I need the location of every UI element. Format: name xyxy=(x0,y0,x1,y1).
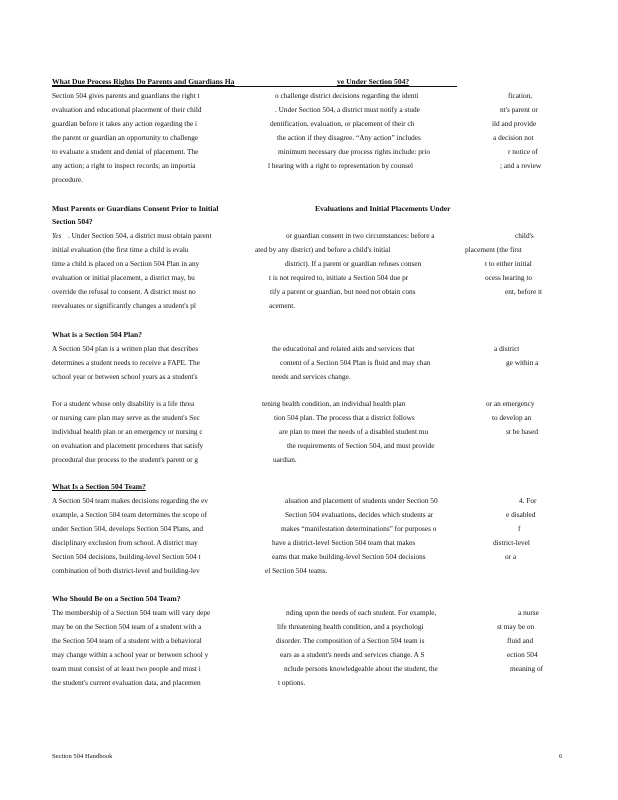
section-heading: What Is a Section 504 Team? xyxy=(52,482,146,491)
text-fragment: example, a Section 504 team determines the scope of xyxy=(52,510,208,519)
text-fragment: st be based xyxy=(506,427,539,436)
text-fragment: Yes xyxy=(52,231,62,240)
text-fragment: makes “manifestation determinations” for purposes o xyxy=(281,524,437,533)
text-fragment: or an emergency xyxy=(486,399,535,408)
text-fragment: minimum necessary due process rights include: prio xyxy=(278,147,430,156)
text-fragment: procedure. xyxy=(52,175,83,184)
text-fragment: override the refusal to consent. A district must no xyxy=(52,287,196,296)
text-fragment: may be on the Section 504 team of a student with a xyxy=(52,622,202,631)
text-fragment: the student's current evaluation data, and placemen xyxy=(52,678,201,687)
heading-underline xyxy=(52,86,457,87)
text-fragment: tion 504 plan. The process that a district follows xyxy=(274,413,415,422)
text-fragment: procedural due process to the student's parent or g xyxy=(52,455,198,464)
text-fragment: school year or between school years as a student's xyxy=(52,372,198,381)
text-fragment: the parent or guardian an opportunity to challenge xyxy=(52,133,199,142)
text-fragment: f xyxy=(518,524,521,533)
text-fragment: tify a parent or guardian, but need not obtain cons xyxy=(270,287,416,296)
text-fragment: meaning of xyxy=(510,664,544,673)
text-fragment: ge within a xyxy=(506,358,539,367)
text-fragment: e disabled xyxy=(506,510,536,519)
text-fragment: t options. xyxy=(278,678,306,687)
section-heading: Evaluations and Initial Placements Under xyxy=(315,204,451,213)
text-fragment: to develop an xyxy=(492,413,532,422)
text-fragment: any action; a right to inspect records; an importia xyxy=(52,161,196,170)
text-fragment: ection 504 xyxy=(507,650,538,659)
text-fragment: reevaluates or significantly changes a student's pl xyxy=(52,301,196,310)
text-fragment: A Section 504 team makes decisions regarding the ev xyxy=(52,496,209,505)
text-fragment: have a district-level Section 504 team that makes xyxy=(272,538,416,547)
text-fragment: are plan to meet the needs of a disabled student mu xyxy=(279,427,429,436)
text-fragment: disciplinary exclusion from school. A district may xyxy=(52,538,198,547)
section-heading: Who Should Be on a Section 504 Team? xyxy=(52,594,181,603)
text-fragment: initial evaluation (the first time a child is evalu xyxy=(52,245,189,254)
text-fragment: time a child is placed on a Section 504 Plan in any xyxy=(52,259,200,268)
text-fragment: a nurse xyxy=(518,608,539,617)
footer-page-number: 6 xyxy=(559,753,563,760)
text-fragment: or nursing care plan may serve as the student's Sec xyxy=(52,413,200,422)
text-fragment: the action if they disagree. “Any action” includes xyxy=(277,133,421,142)
text-fragment: aluation and placement of students under Section 50 xyxy=(285,496,438,505)
text-fragment: to evaluate a student and denial of placement. The xyxy=(52,147,199,156)
text-fragment: the educational and related aids and services that xyxy=(272,344,415,353)
text-fragment: individual health plan or an emergency or nursing c xyxy=(52,427,203,436)
text-fragment: may change within a school year or between school y xyxy=(52,650,209,659)
text-fragment: Section 504 gives parents and guardians the right t xyxy=(52,91,200,100)
text-fragment: nclude persons knowledgeable about the student, the xyxy=(284,664,438,673)
text-fragment: fication, xyxy=(508,91,533,100)
text-fragment: o challenge district decisions regarding the identi xyxy=(275,91,419,100)
text-fragment: A Section 504 plan is a written plan that describes xyxy=(52,344,199,353)
text-fragment: el Section 504 teams. xyxy=(265,566,328,575)
text-fragment: determines a student needs to receive a FAPE. The xyxy=(52,358,200,367)
text-fragment: . Under Section 504, a district must obtain parent xyxy=(68,231,212,240)
text-fragment: the requirements of Section 504, and must provide xyxy=(287,441,435,450)
text-fragment: ent, before it xyxy=(505,287,543,296)
text-fragment: nding upon the needs of each student. For example, xyxy=(286,608,437,617)
text-fragment: life threatening health condition, and a psychologi xyxy=(277,622,424,631)
section-heading: What Due Process Rights Do Parents and Guardians Ha xyxy=(52,77,235,86)
text-fragment: under Section 504, develops Section 504 Plans, and xyxy=(52,524,203,533)
text-fragment: ated by any district) and before a child's initial xyxy=(255,245,391,254)
text-fragment: l hearing with a right to representation by counsel xyxy=(268,161,414,170)
section-heading: What is a Section 504 Plan? xyxy=(52,330,143,339)
text-fragment: For a student whose only disability is a life threa xyxy=(52,399,195,408)
text-fragment: eams that make building-level Section 504 decisions xyxy=(272,552,426,561)
text-fragment: . Under Section 504, a district must notify a stude xyxy=(275,105,420,114)
text-fragment: or guardian consent in two circumstances: before a xyxy=(286,231,435,240)
text-fragment: or a xyxy=(505,552,517,561)
text-fragment: a district xyxy=(494,344,520,353)
text-fragment: t to either initial xyxy=(485,259,532,268)
text-fragment: placement (the first xyxy=(465,245,522,254)
text-fragment: content of a Section 504 Plan is fluid and may chan xyxy=(280,358,431,367)
text-fragment: district-level xyxy=(493,538,530,547)
section-heading: Section 504? xyxy=(52,217,93,226)
text-fragment: guardian before it takes any action regarding the i xyxy=(52,119,198,128)
text-fragment: fluid and xyxy=(507,636,534,645)
text-fragment: nt's parent or xyxy=(500,105,538,114)
text-fragment: r notice of xyxy=(508,147,538,156)
text-fragment: The membership of a Section 504 team will vary depe xyxy=(52,608,211,617)
text-fragment: needs and services change. xyxy=(272,372,351,381)
text-fragment: Section 504 decisions, building-level Section 504 t xyxy=(52,552,201,561)
text-fragment: team must consist of at least two people and must i xyxy=(52,664,201,673)
text-fragment: st may be on xyxy=(497,622,535,631)
text-fragment: t is not required to, initiate a Section 504 due pr xyxy=(269,273,409,282)
text-fragment: ocess hearing to xyxy=(485,273,533,282)
section-heading: Must Parents or Guardians Consent Prior to Initial xyxy=(52,204,219,213)
text-fragment: a decision not xyxy=(493,133,534,142)
text-fragment: dentification, evaluation, or placement of their ch xyxy=(270,119,415,128)
text-fragment: Section 504 evaluations, decides which students ar xyxy=(285,510,434,519)
text-fragment: tening health condition, an individual health plan xyxy=(262,399,406,408)
text-fragment: ears as a student's needs and services change. A S xyxy=(280,650,425,659)
text-fragment: on evaluation and placement procedures that satisfy xyxy=(52,441,204,450)
text-fragment: child's xyxy=(515,231,534,240)
text-fragment: ; and a review xyxy=(500,161,542,170)
text-fragment: uardian. xyxy=(273,455,297,464)
text-fragment: combination of both district-level and building-lev xyxy=(52,566,200,575)
section-heading: ve Under Section 504? xyxy=(337,77,410,86)
text-fragment: disorder. The composition of a Section 504 team is xyxy=(276,636,425,645)
text-fragment: district). If a parent or guardian refuses consen xyxy=(285,259,422,268)
text-fragment: acement. xyxy=(269,301,296,310)
text-fragment: evaluation or initial placement, a district may, bu xyxy=(52,273,195,282)
text-fragment: ild and provide xyxy=(492,119,537,128)
footer-title: Section 504 Handbook xyxy=(52,753,113,760)
text-fragment: evaluation and educational placement of their child xyxy=(52,105,202,114)
text-fragment: the Section 504 team of a student with a behavioral xyxy=(52,636,202,645)
text-fragment: 4. For xyxy=(519,496,537,505)
